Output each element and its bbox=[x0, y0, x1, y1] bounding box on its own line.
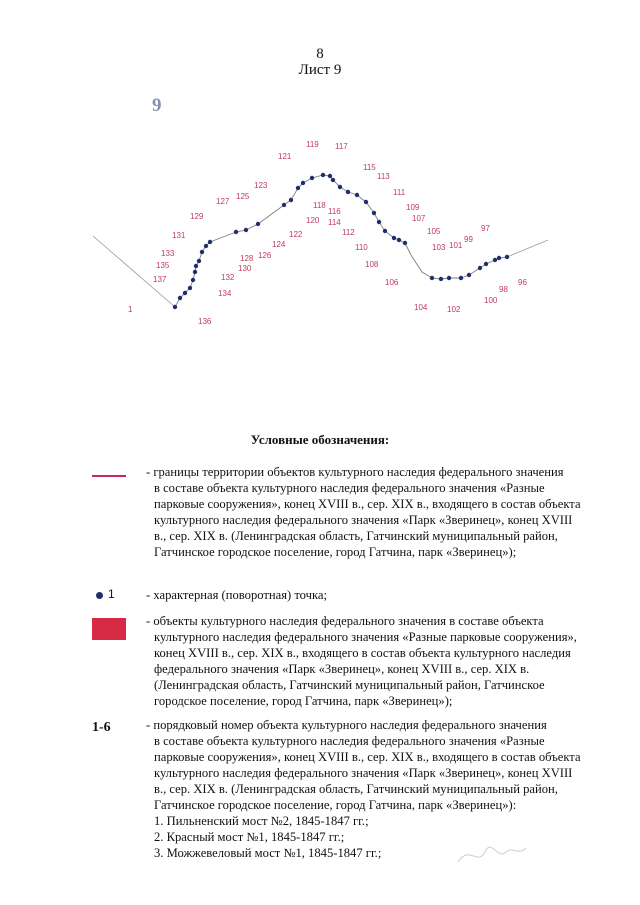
point-label: 135 bbox=[156, 261, 170, 270]
turning-point-symbol-number: 1 bbox=[108, 587, 115, 601]
point-label: 122 bbox=[289, 230, 303, 239]
legend-boundary-first: - границы территории объектов культурного наследия федерального значения bbox=[146, 465, 564, 479]
point-label: 97 bbox=[481, 224, 490, 233]
turning-point bbox=[383, 229, 387, 233]
turning-point bbox=[372, 211, 376, 215]
point-label: 136 bbox=[198, 317, 212, 326]
point-label: 96 bbox=[518, 278, 527, 287]
point-label: 111 bbox=[393, 188, 406, 197]
sheet-label: Лист 9 bbox=[298, 62, 342, 78]
point-label: 106 bbox=[385, 278, 399, 287]
turning-point bbox=[467, 273, 471, 277]
point-label: 110 bbox=[355, 243, 368, 252]
point-label: 134 bbox=[218, 289, 232, 298]
turning-point bbox=[200, 250, 204, 254]
turning-point bbox=[208, 240, 212, 244]
turning-point bbox=[447, 276, 451, 280]
point-label: 112 bbox=[342, 228, 355, 237]
legend-numbering-rest: в составе объекта культурного наследия федерального значения «Разные парковые сооружения», конец XVIII в., сер. XIX в., входящего в состав объекта культурного наследия федерального значения «Парк «Зверинец», конец XVIII в., сер. XIX в. (Ленинградская область, Гатчинский муниципальный район, Гатчинское городское поселение, город Гатчина, парк «Зверинец»): bbox=[154, 734, 581, 812]
turning-point bbox=[234, 230, 238, 234]
legend-numbering-first: - порядковый номер объекта культурного наследия федерального значения bbox=[146, 718, 547, 732]
point-label: 133 bbox=[161, 249, 175, 258]
turning-point bbox=[197, 259, 201, 263]
turning-point-symbol bbox=[96, 592, 103, 599]
turning-point bbox=[403, 241, 407, 245]
point-label: 105 bbox=[427, 227, 441, 236]
turning-point bbox=[430, 276, 434, 280]
signature-mark bbox=[452, 832, 532, 872]
point-label: 120 bbox=[306, 216, 320, 225]
turning-point bbox=[321, 173, 325, 177]
turning-point bbox=[338, 185, 342, 189]
turning-point bbox=[191, 278, 195, 282]
point-label: 129 bbox=[190, 212, 204, 221]
point-label: 98 bbox=[499, 285, 508, 294]
point-label: 124 bbox=[272, 240, 286, 249]
legend-objects-first: - объекты культурного наследия федерального значения в составе объекта bbox=[146, 614, 544, 628]
turning-point bbox=[505, 255, 509, 259]
turning-point bbox=[392, 236, 396, 240]
point-label: 107 bbox=[412, 214, 426, 223]
point-label: 108 bbox=[365, 260, 379, 269]
turning-point bbox=[204, 244, 208, 248]
turning-point bbox=[296, 186, 300, 190]
point-label: 102 bbox=[447, 305, 461, 314]
point-label: 126 bbox=[258, 251, 272, 260]
turning-point bbox=[193, 270, 197, 274]
point-label: 128 bbox=[240, 254, 254, 263]
point-label: 101 bbox=[449, 241, 463, 250]
turning-point bbox=[459, 276, 463, 280]
point-label: 118 bbox=[313, 201, 326, 210]
turning-point bbox=[188, 286, 192, 290]
legend-title: Условные обозначения: bbox=[250, 432, 390, 447]
turning-point bbox=[282, 203, 286, 207]
turning-point bbox=[346, 190, 350, 194]
point-label: 131 bbox=[172, 231, 186, 240]
turning-point bbox=[173, 305, 177, 309]
turning-point bbox=[397, 238, 401, 242]
point-label: 137 bbox=[153, 275, 167, 284]
legend-item-point bbox=[146, 587, 586, 603]
point-label: 119 bbox=[306, 140, 319, 149]
object-list-item: 1. Пильненский мост №2, 1845-1847 гг.; bbox=[154, 814, 369, 828]
legend-item-boundary bbox=[146, 464, 586, 560]
legend-objects-rest: культурного наследия федерального значения «Разные парковые сооружения», конец XVIII в., сер. XIX в., входящего в состав объекта культурного наследия федерального значения «Парк «Зверинец», конец XVIII в., сер. XIX в. (Ленинградская область, Гатчинский муниципальный район, Гатчинское городское поселение, город Гатчина, парк «Зверинец»); bbox=[154, 630, 577, 708]
turning-point bbox=[310, 176, 314, 180]
point-label: 113 bbox=[377, 172, 390, 181]
point-label: 127 bbox=[216, 197, 230, 206]
legend-boundary-rest: в составе объекта культурного наследия федерального значения «Разные парковые сооружения», конец XVIII в., сер. XIX в., входящего в состав объекта культурного наследия федерального значения «Парк «Зверинец», конец XVIII в., сер. XIX в. (Ленинградская область, Гатчинский муниципальный район, Гатчинское городское поселение, город Гатчина, парк «Зверинец»); bbox=[154, 481, 581, 559]
heritage-object-symbol bbox=[92, 618, 126, 640]
turning-point bbox=[478, 266, 482, 270]
context-line-west bbox=[93, 236, 175, 307]
point-label: 104 bbox=[414, 303, 428, 312]
turning-point bbox=[484, 262, 488, 266]
boundary-map bbox=[80, 130, 560, 350]
object-list-item: 2. Красный мост №1, 1845-1847 гг.; bbox=[154, 830, 345, 844]
point-label: 114 bbox=[328, 218, 341, 227]
turning-point bbox=[439, 277, 443, 281]
turning-point bbox=[289, 198, 293, 202]
page-number: 8 bbox=[316, 46, 324, 62]
point-label: 99 bbox=[464, 235, 473, 244]
context-line-east bbox=[507, 240, 548, 257]
object-number-range: 1-6 bbox=[92, 720, 111, 735]
turning-point bbox=[328, 174, 332, 178]
turning-point bbox=[493, 258, 497, 262]
point-label: 100 bbox=[484, 296, 498, 305]
turning-point bbox=[497, 256, 501, 260]
turning-point bbox=[377, 220, 381, 224]
turning-point bbox=[364, 200, 368, 204]
point-label: 132 bbox=[221, 273, 235, 282]
point-label: 130 bbox=[238, 264, 252, 273]
legend-point-text: - характерная (поворотная) точка; bbox=[146, 588, 328, 602]
turning-point bbox=[178, 296, 182, 300]
point-label: 109 bbox=[406, 203, 420, 212]
point-label: 125 bbox=[236, 192, 250, 201]
point-label: 116 bbox=[328, 207, 341, 216]
map-number: 9 bbox=[152, 95, 162, 116]
turning-point bbox=[355, 193, 359, 197]
point-label: 121 bbox=[278, 152, 292, 161]
object-list-item: 3. Можжевеловый мост №1, 1845-1847 гг.; bbox=[154, 846, 382, 860]
point-label: 103 bbox=[432, 243, 446, 252]
turning-point bbox=[331, 178, 335, 182]
turning-point bbox=[194, 264, 198, 268]
point-label: 123 bbox=[254, 181, 268, 190]
turning-point bbox=[183, 291, 187, 295]
boundary-line-symbol bbox=[92, 475, 126, 477]
legend-item-objects bbox=[146, 613, 586, 709]
point-label: 115 bbox=[363, 163, 376, 172]
point-label: 117 bbox=[335, 142, 348, 151]
turning-point bbox=[256, 222, 260, 226]
turning-point bbox=[244, 228, 248, 232]
turning-point bbox=[301, 181, 305, 185]
point-label: 1 bbox=[128, 305, 133, 314]
